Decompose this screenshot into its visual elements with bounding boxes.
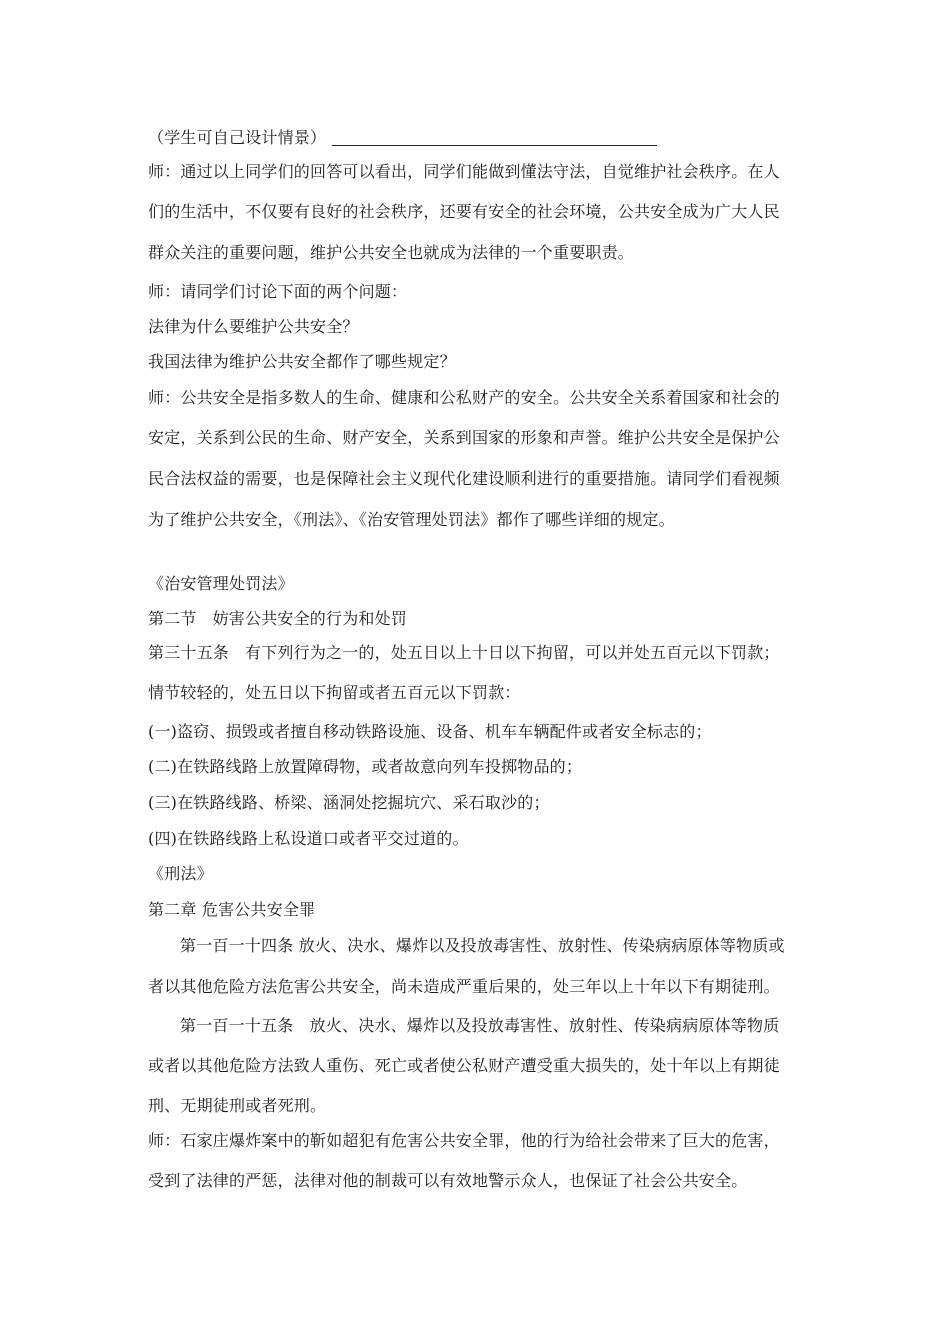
list-item: (一)盗窃、损毁或者擅自移动铁路设施、设备、机车车辆配件或者安全标志的； <box>148 722 712 741</box>
law-title: 《刑法》 <box>148 864 213 883</box>
paragraph-line: 情节较轻的，处五日以下拘留或者五百元以下罚款： <box>148 683 521 702</box>
question-line: 我国法律为维护公共安全都作了哪些规定？ <box>148 352 456 371</box>
paragraph-line: 为了维护公共安全，《刑法》、《治安管理处罚法》都作了哪些详细的规定。 <box>148 510 675 529</box>
paragraph-line: 者以其他危险方法危害公共安全，尚未造成严重后果的，处三年以上十年以下有期徒刑。 <box>148 977 780 996</box>
paragraph-line: 师：请同学们讨论下面的两个问题： <box>148 282 408 301</box>
list-item: (二)在铁路线路上放置障碍物，或者故意向列车投掷物品的； <box>148 757 583 776</box>
article-line: 第三十五条 有下列行为之一的，处五日以上十日以下拘留，可以并处五百元以下罚款； <box>148 643 780 662</box>
question-line: 法律为什么要维护公共安全？ <box>148 317 359 336</box>
paragraph-line: 受到了法律的严惩，法律对他的制裁可以有效地警示众人，也保证了社会公共安全。 <box>148 1171 748 1190</box>
paragraph-line: 刑、无期徒刑或者死刑。 <box>148 1096 327 1115</box>
article-line: 第一百一十四条 放火、决水、爆炸以及投放毒害性、放射性、传染病病原体等物质或 <box>180 936 785 955</box>
scenario-label: （学生可自己设计情景） <box>148 128 327 147</box>
paragraph-line: 民合法权益的需要，也是保障社会主义现代化建设顺利进行的重要措施。请同学们看视频 <box>148 469 780 488</box>
chapter-heading: 第二章 危害公共安全罪 <box>148 900 316 919</box>
law-title: 《治安管理处罚法》 <box>148 574 294 593</box>
article-line: 第一百一十五条 放火、决水、爆炸以及投放毒害性、放射性、传染病病原体等物质 <box>180 1016 780 1035</box>
paragraph-line: 师：石家庄爆炸案中的靳如超犯有危害公共安全罪，他的行为给社会带来了巨大的危害， <box>148 1131 780 1150</box>
line-student-scenario <box>148 127 812 149</box>
section-heading: 第二节 妨害公共安全的行为和处罚 <box>148 609 408 628</box>
paragraph-line: 群众关注的重要问题，维护公共安全也就成为法律的一个重要职责。 <box>148 243 635 262</box>
paragraph-line: 师：公共安全是指多数人的生命、健康和公私财产的安全。公共安全关系着国家和社会的 <box>148 388 780 407</box>
paragraph-line: 师：通过以上同学们的回答可以看出，同学们能做到懂法守法，自觉维护社会秩序。在人 <box>148 162 780 181</box>
fill-in-blank <box>332 144 657 146</box>
list-item: (四)在铁路线路上私设道口或者平交过道的。 <box>148 829 469 848</box>
paragraph-line: 们的生活中，不仅要有良好的社会秩序，还要有安全的社会环境，公共安全成为广大人民 <box>148 202 780 221</box>
paragraph-line: 安定，关系到公民的生命、财产安全，关系到国家的形象和声誉。维护公共安全是保护公 <box>148 428 780 447</box>
list-item: (三)在铁路线路、桥梁、涵洞处挖掘坑穴、采石取沙的； <box>148 793 550 812</box>
paragraph-line: 或者以其他危险方法致人重伤、死亡或者使公私财产遭受重大损失的，处十年以上有期徒 <box>148 1056 780 1075</box>
